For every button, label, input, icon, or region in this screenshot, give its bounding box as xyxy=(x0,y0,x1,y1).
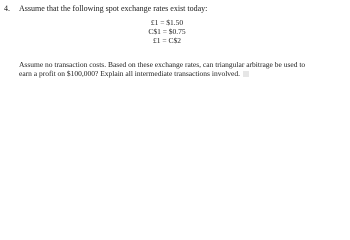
question-intro: Assume that the following spot exchange rates exist today: xyxy=(19,4,208,13)
question-body-line: Assume no transaction costs. Based on these exchange rates, can triangular arbitrage be used to xyxy=(19,60,306,69)
exchange-rates-list xyxy=(147,18,187,45)
question-body xyxy=(19,60,339,78)
exchange-rate-gbp-usd: £1 = $1.50 xyxy=(150,18,184,27)
question-body-line xyxy=(19,69,339,78)
question-number: 4. xyxy=(4,4,10,13)
question-block xyxy=(0,0,350,102)
exchange-rate-gbp-cad: £1 = C$2 xyxy=(153,36,181,45)
question-body-line-text: earn a profit on $100,000? Explain all intermediate transactions involved. xyxy=(19,69,240,78)
faint-mark xyxy=(243,71,249,77)
exchange-rate-cad-usd: C$1 = $0.75 xyxy=(148,27,186,36)
question-header xyxy=(4,4,207,14)
